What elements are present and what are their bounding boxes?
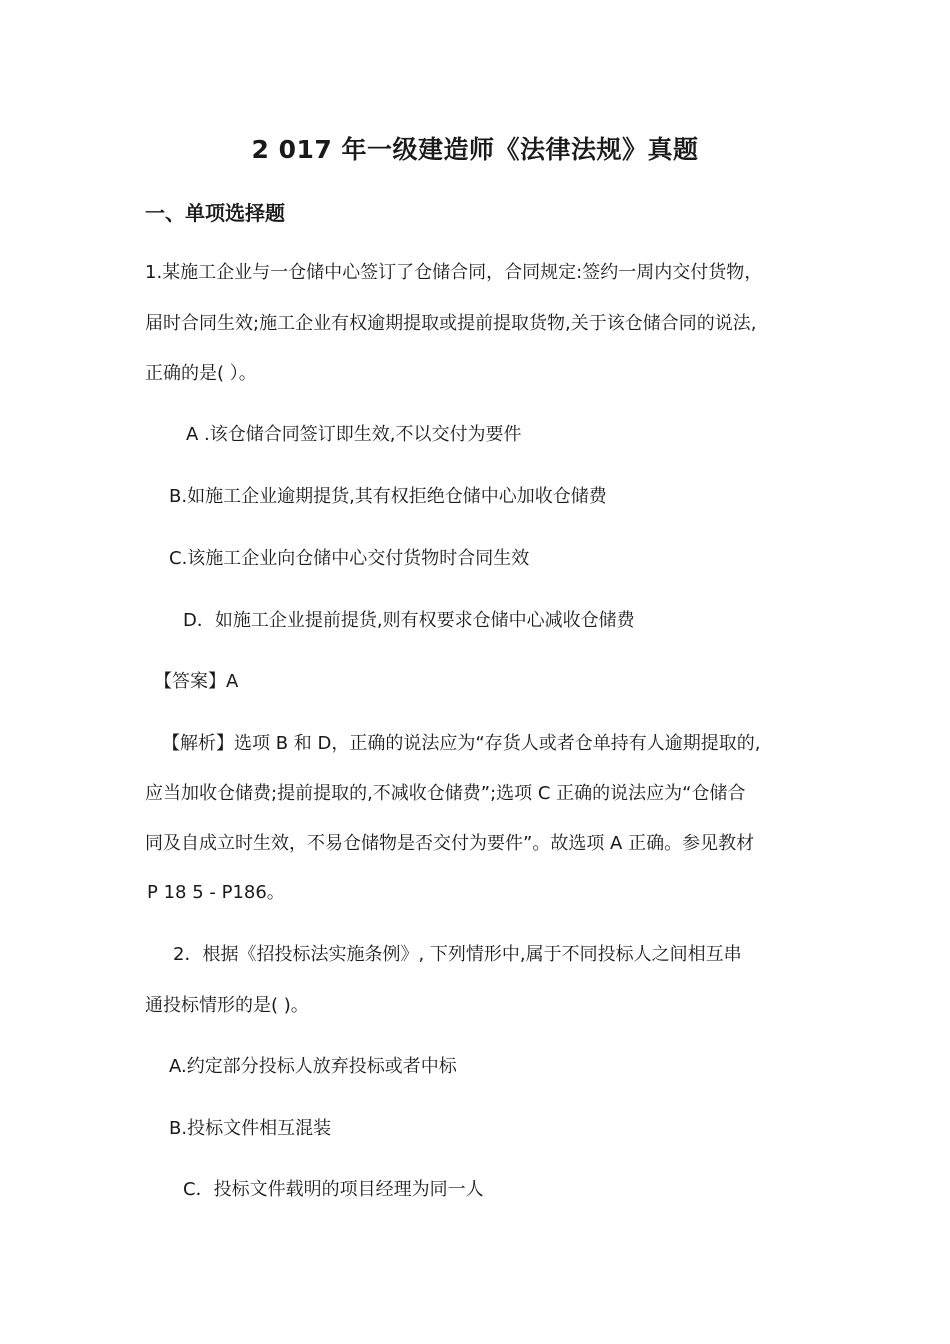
section-heading: 一、单项选择题 — [145, 201, 285, 225]
q1-analysis-line-1: 【解析】选项 B 和 D，正确的说法应为“存货人或者仓单持有人逾期提取的, — [162, 733, 761, 754]
q1-analysis-line-3: 同及自成立时生效，不易仓储物是否交付为要件”。故选项 A 正确。参见教材 — [145, 833, 755, 854]
q2-option-c: C．投标文件载明的项目经理为同一人 — [183, 1179, 484, 1200]
q1-answer: 【答案】A — [154, 671, 239, 692]
q1-stem-line-3: 正确的是( ）。 — [145, 363, 257, 384]
q1-option-c: C.该施工企业向仓储中心交付货物时合同生效 — [169, 548, 530, 569]
q1-analysis-line-4: P 18 5 - P186。 — [147, 882, 285, 903]
q1-analysis-line-2: 应当加收仓储费;提前提取的,不减收仓储费”;选项 C 正确的说法应为“仓储合 — [145, 783, 746, 804]
q1-stem-line-1: 1.某施工企业与一仓储中心签订了仓储合同，合同规定:签约一周内交付货物， — [145, 262, 763, 283]
q2-stem-line-1: 2．根据《招投标法实施条例》, 下列情形中,属于不同投标人之间相互串 — [173, 944, 742, 965]
q1-stem-line-2: 届时合同生效;施工企业有权逾期提取或提前提取货物,关于该仓储合同的说法, — [145, 313, 757, 334]
q2-stem-line-2: 通投标情形的是( )。 — [145, 995, 309, 1016]
q2-option-a: A.约定部分投标人放弃投标或者中标 — [169, 1056, 457, 1077]
q2-option-b: B.投标文件相互混装 — [169, 1118, 332, 1139]
document-title: 2 017 年一级建造师《法律法规》真题 — [251, 135, 699, 164]
q1-option-b: B.如施工企业逾期提货,其有权拒绝仓储中心加收仓储费 — [169, 486, 607, 507]
q1-option-d: D．如施工企业提前提货,则有权要求仓储中心减收仓储费 — [183, 610, 635, 631]
q1-option-a: A .该仓储合同签订即生效,不以交付为要件 — [186, 424, 522, 445]
